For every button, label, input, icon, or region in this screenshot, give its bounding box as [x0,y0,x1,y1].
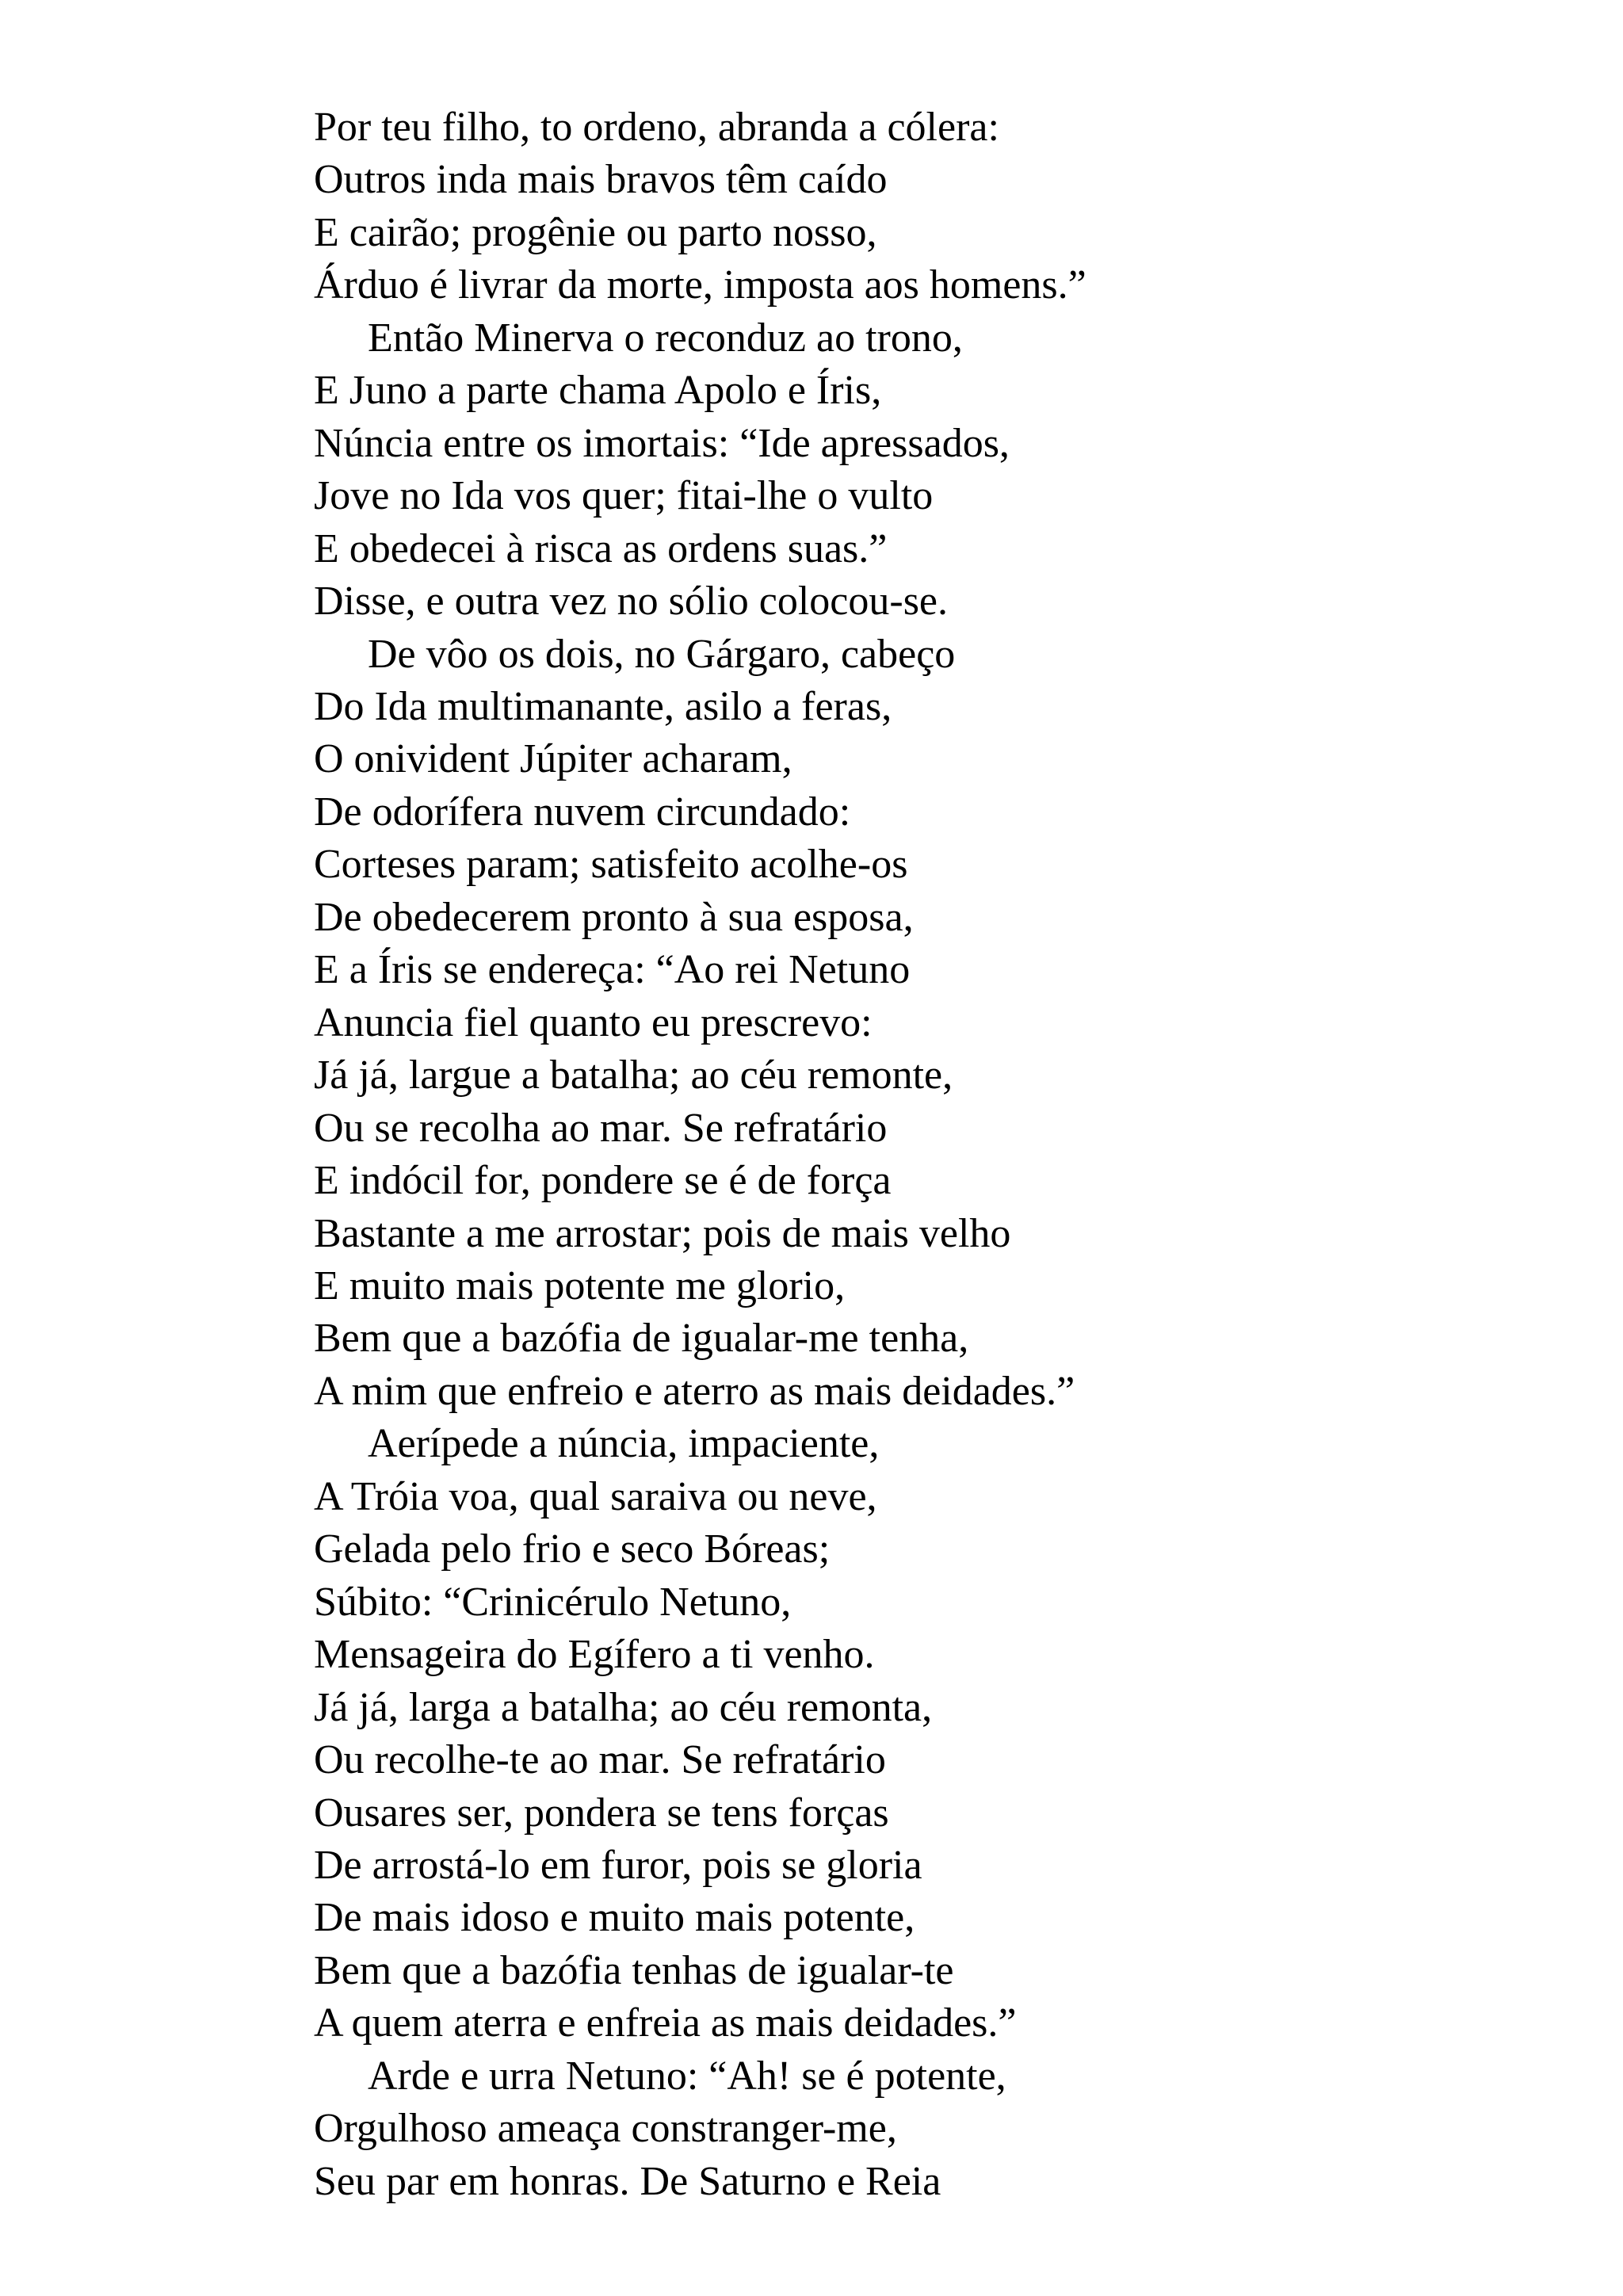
poem-line: E Juno a parte chama Apolo e Íris, [314,368,882,414]
poem-line: Súbito: “Crinicérulo Netuno, [314,1579,792,1625]
poem-line: De arrostá-lo em furor, pois se gloria [314,1842,922,1888]
poem-line: A quem aterra e enfreia as mais deidades.” [314,2000,1017,2046]
poem-line: De obedecerem pronto à sua esposa, [314,894,914,940]
poem-line: E obedecei à risca as ordens suas.” [314,525,888,571]
poem-line: E cairão; progênie ou parto nosso, [314,209,877,255]
poem-line: Bastante a me arrostar; pois de mais velho [314,1210,1011,1256]
poem-line: Já já, largue a batalha; ao céu remonte, [314,1052,953,1098]
poem-line: Bem que a bazófia tenhas de igualar-te [314,1947,954,1993]
poem-line: Anuncia fiel quanto eu prescrevo: [314,999,873,1045]
poem-line: Ou recolhe-te ao mar. Se refratário [314,1737,886,1783]
poem-line: De mais idoso e muito mais potente, [314,1895,915,1941]
poem-line: Corteses param; satisfeito acolhe-os [314,842,908,888]
poem-line: Gelada pelo frio e seco Bóreas; [314,1526,831,1572]
poem-line: E a Íris se endereça: “Ao rei Netuno [314,947,911,993]
poem-line: Outros inda mais bravos têm caído [314,157,888,203]
poem-line: E muito mais potente me glorio, [314,1263,846,1308]
poem-line: Arde e urra Netuno: “Ah! se é potente, [368,2053,1006,2099]
poem-line: Aerípede a núncia, impaciente, [368,1421,880,1467]
poem-line: A Tróia voa, qual saraiva ou neve, [314,1473,877,1519]
poem-line: E indócil for, pondere se é de força [314,1158,892,1204]
poem-line: De vôo os dois, no Gárgaro, cabeço [368,631,956,677]
poem-line: De odorífera nuvem circundado: [314,789,851,835]
poem-line: Já já, larga a batalha; ao céu remonta, [314,1684,933,1730]
poem-line: Jove no Ida vos quer; fitai-lhe o vulto [314,473,934,519]
poem-text-block [314,101,1086,2208]
poem-line: A mim que enfreio e aterro as mais deidades.” [314,1368,1075,1414]
poem-line: Do Ida multimanante, asilo a feras, [314,683,892,729]
poem-line: Árduo é livrar da morte, imposta aos homens.” [314,262,1086,308]
poem-line: Mensageira do Egífero a ti venho. [314,1632,875,1678]
poem-line: O onivident Júpiter acharam, [314,736,792,782]
poem-line: Disse, e outra vez no sólio colocou-se. [314,579,949,625]
poem-line: Então Minerva o reconduz ao trono, [368,315,963,361]
poem-line: Orgulhoso ameaça constranger-me, [314,2106,897,2152]
poem-line: Ou se recolha ao mar. Se refratário [314,1105,888,1151]
poem-line: Ousares ser, pondera se tens forças [314,1790,889,1836]
poem-line: Por teu filho, to ordeno, abranda a cólera: [314,105,999,150]
poem-line: Núncia entre os imortais: “Ide apressados, [314,420,1010,466]
poem-line: Seu par em honras. De Saturno e Reia [314,2158,941,2204]
poem-line: Bem que a bazófia de igualar-me tenha, [314,1316,969,1362]
